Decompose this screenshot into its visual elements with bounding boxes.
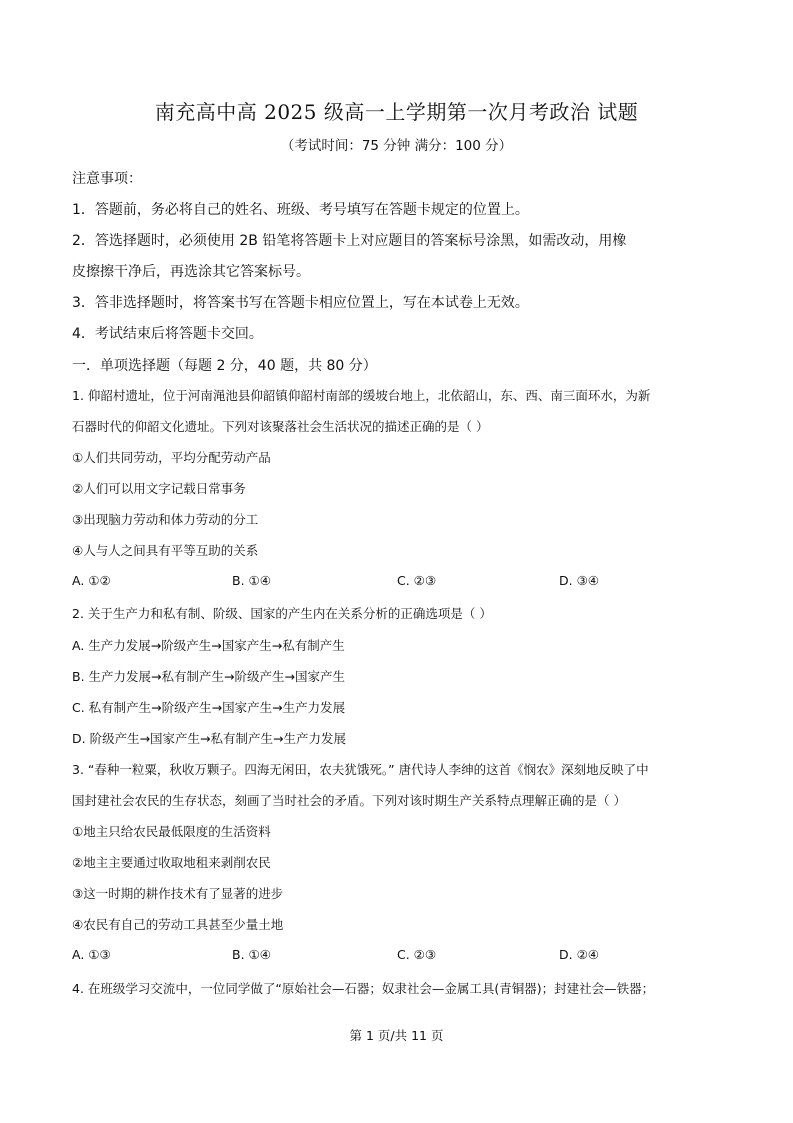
- q1-item-2: ②人们可以用文字记载日常事务: [72, 481, 246, 496]
- q1-option-b: B. ①④: [232, 573, 271, 588]
- q3-item-1: ①地主只给农民最低限度的生活资料: [72, 824, 271, 839]
- q3-option-a: A. ①③: [72, 947, 111, 962]
- q1-stem-line-1: 1. 仰韶村遗址，位于河南渑池县仰韶镇仰韶村南部的缓坡台地上，北依韶山，东、西、南三面环水，为新: [72, 388, 651, 403]
- q1-item-1: ①人们共同劳动，平均分配劳动产品: [72, 450, 271, 465]
- notice-heading: 注意事项：: [72, 171, 142, 187]
- q1-option-c: C. ②③: [397, 573, 437, 588]
- q2-stem: 2. 关于生产力和私有制、阶级、国家的产生内在关系分析的正确选项是（ ）: [72, 606, 492, 621]
- notice-item-4: 4．考试结束后将答题卡交回。: [72, 326, 263, 342]
- q1-item-4: ④人与人之间具有平等互助的关系: [72, 543, 259, 558]
- q3-option-b: B. ①④: [232, 947, 271, 962]
- exam-title: 南充高中高 2025 级高一上学期第一次月考政治 试题: [154, 100, 639, 124]
- q1-stem-line-2: 石器时代的仰韶文化遗址。下列对该聚落社会生活状况的描述正确的是（ ）: [72, 419, 489, 434]
- q2-option-c: C. 私有制产生→阶级产生→国家产生→生产力发展: [72, 700, 346, 715]
- q4-stem-line-1: 4. 在班级学习交流中，一位同学做了“原始社会—石器；奴隶社会—金属工具(青铜器)；封建社会—铁器；: [72, 981, 655, 996]
- q3-item-2: ②地主主要通过收取地租来剥削农民: [72, 855, 271, 870]
- q2-option-a: A. 生产力发展→阶级产生→国家产生→私有制产生: [72, 638, 345, 653]
- q3-stem-line-1: 3. “春种一粒粟，秋收万颗子。四海无闲田，农夫犹饿死。” 唐代诗人李绅的这首《悯农》深刻地反映了中: [72, 762, 649, 777]
- section-heading: 一．单项选择题（每题 2 分，40 题，共 80 分）: [72, 358, 377, 374]
- exam-subtitle: （考试时间：75 分钟 满分：100 分）: [280, 138, 513, 154]
- q1-option-a: A. ①②: [72, 573, 111, 588]
- q3-option-d: D. ②④: [559, 947, 599, 962]
- q3-option-c: C. ②③: [397, 947, 437, 962]
- q3-item-3: ③这一时期的耕作技术有了显著的进步: [72, 886, 284, 901]
- q1-item-3: ③出现脑力劳动和体力劳动的分工: [72, 512, 259, 527]
- q2-option-b: B. 生产力发展→私有制产生→阶级产生→国家产生: [72, 669, 345, 684]
- notice-item-3: 3．答非选择题时，将答案书写在答题卡相应位置上，写在本试卷上无效。: [72, 295, 529, 311]
- notice-item-2-cont: 皮擦擦干净后，再选涂其它答案标号。: [72, 264, 310, 280]
- notice-item-1: 1．答题前，务必将自己的姓名、班级、考号填写在答题卡规定的位置上。: [72, 202, 529, 218]
- page-footer: 第 1 页/共 11 页: [349, 1028, 444, 1043]
- notice-item-2: 2．答选择题时，必须使用 2B 铅笔将答题卡上对应题目的答案标号涂黑，如需改动，用橡: [72, 233, 627, 249]
- q3-item-4: ④农民有自己的劳动工具甚至少量土地: [72, 917, 284, 932]
- q1-option-d: D. ③④: [559, 573, 599, 588]
- q3-stem-line-2: 国封建社会农民的生存状态，刻画了当时社会的矛盾。下列对该时期生产关系特点理解正确的是（ ）: [72, 793, 626, 808]
- q2-option-d: D. 阶级产生→国家产生→私有制产生→生产力发展: [72, 731, 346, 746]
